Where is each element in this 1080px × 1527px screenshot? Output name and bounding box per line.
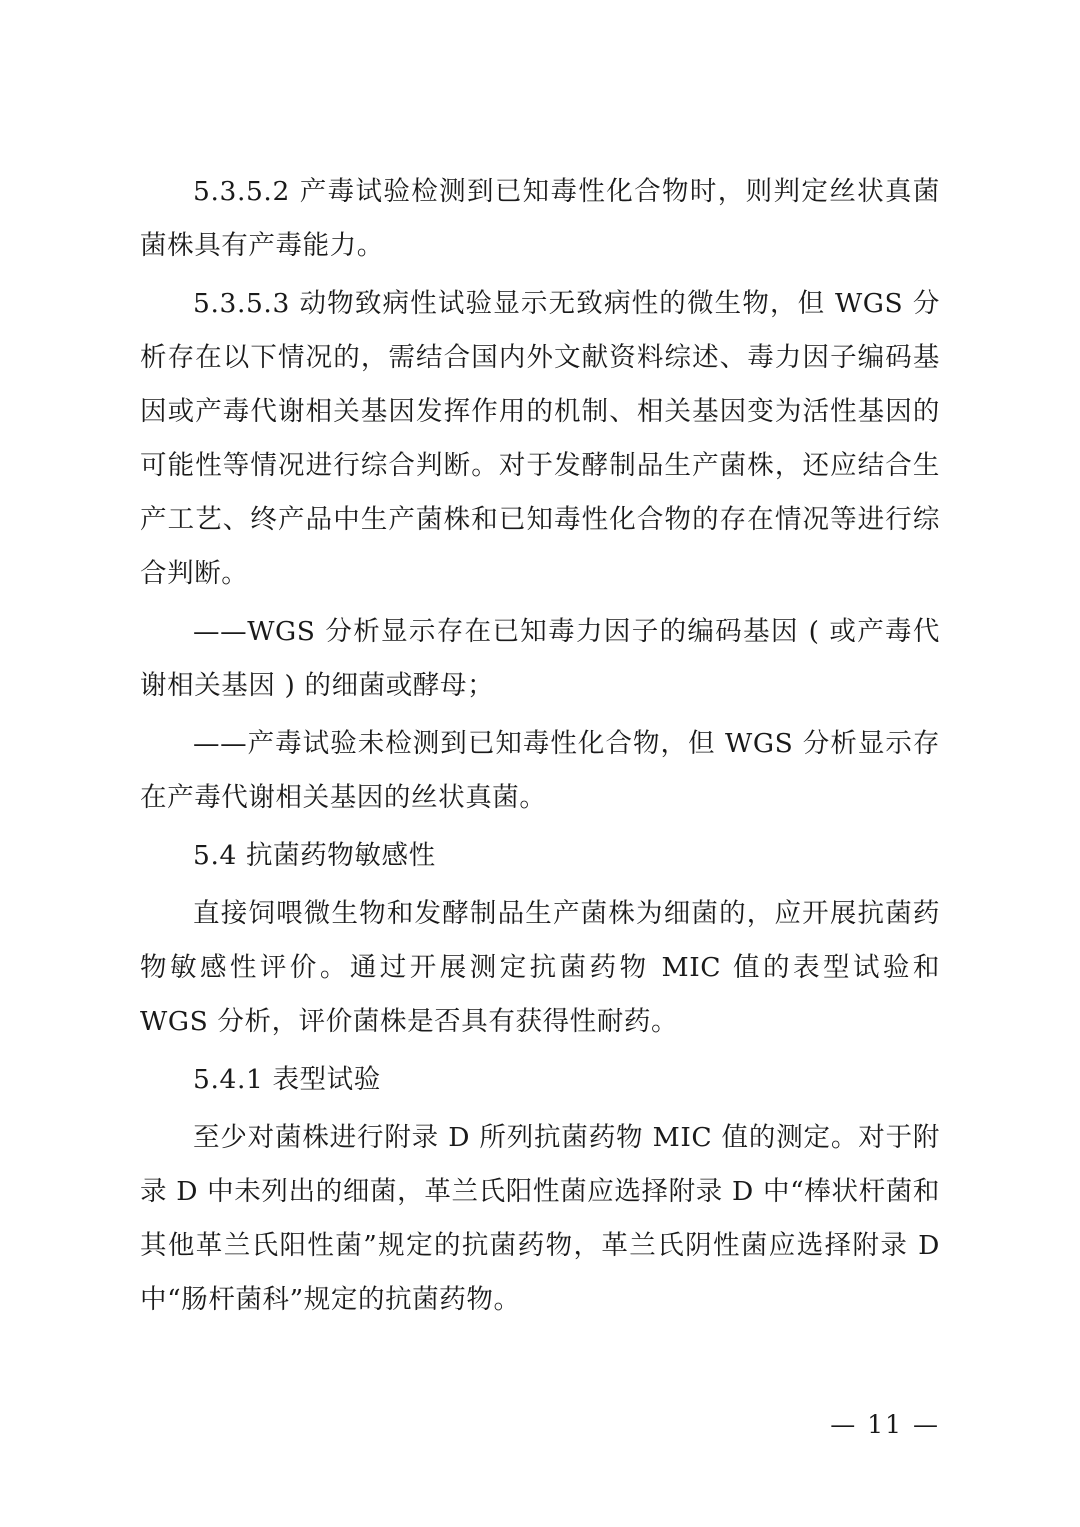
paragraph-dash-item-2: ——产毒试验未检测到已知毒性化合物，但 WGS 分析显示存在产毒代谢相关基因的丝状真菌。 [140,728,940,813]
paragraph-5-4-1-body: 至少对菌株进行附录 D 所列抗菌药物 MIC 值的测定。对于附录 D 中未列出的细菌，革兰氏阳性菌应选择附录 D 中“棒状杆菌和其他革兰氏阳性菌”规定的抗菌药物，革兰氏阴性菌应选择附录 D 中“肠杆菌科”规定的抗菌药物。 [140,1122,940,1315]
paragraph-5-3-5-3: 5.3.5.3 动物致病性试验显示无致病性的微生物，但 WGS 分析存在以下情况的，需结合国内外文献资料综述、毒力因子编码基因或产毒代谢相关基因发挥作用的机制、相关基因变为活性基因的可能性等情况进行综合判断。对于发酵制品生产菌株，还应结合生产工艺、终产品中生产菌株和已知毒性化合物的存在情况等进行综合判断。 [140,288,940,589]
heading-5-4-1: 5.4.1 表型试验 [193,1064,381,1095]
paragraph-dash-item-1: ——WGS 分析显示存在已知毒力因子的编码基因 ( 或产毒代谢相关基因 ) 的细菌或酵母； [140,616,940,701]
paragraph-5-3-5-2: 5.3.5.2 产毒试验检测到已知毒性化合物时，则判定丝状真菌菌株具有产毒能力。 [140,176,940,261]
document-body [140,165,940,1327]
paragraph-5-4-body: 直接饲喂微生物和发酵制品生产菌株为细菌的，应开展抗菌药物敏感性评价。通过开展测定抗菌药物 MIC 值的表型试验和 WGS 分析，评价菌株是否具有获得性耐药。 [140,898,940,1037]
heading-5-4: 5.4 抗菌药物敏感性 [193,840,436,871]
page-number: — 11 — [830,1410,940,1439]
